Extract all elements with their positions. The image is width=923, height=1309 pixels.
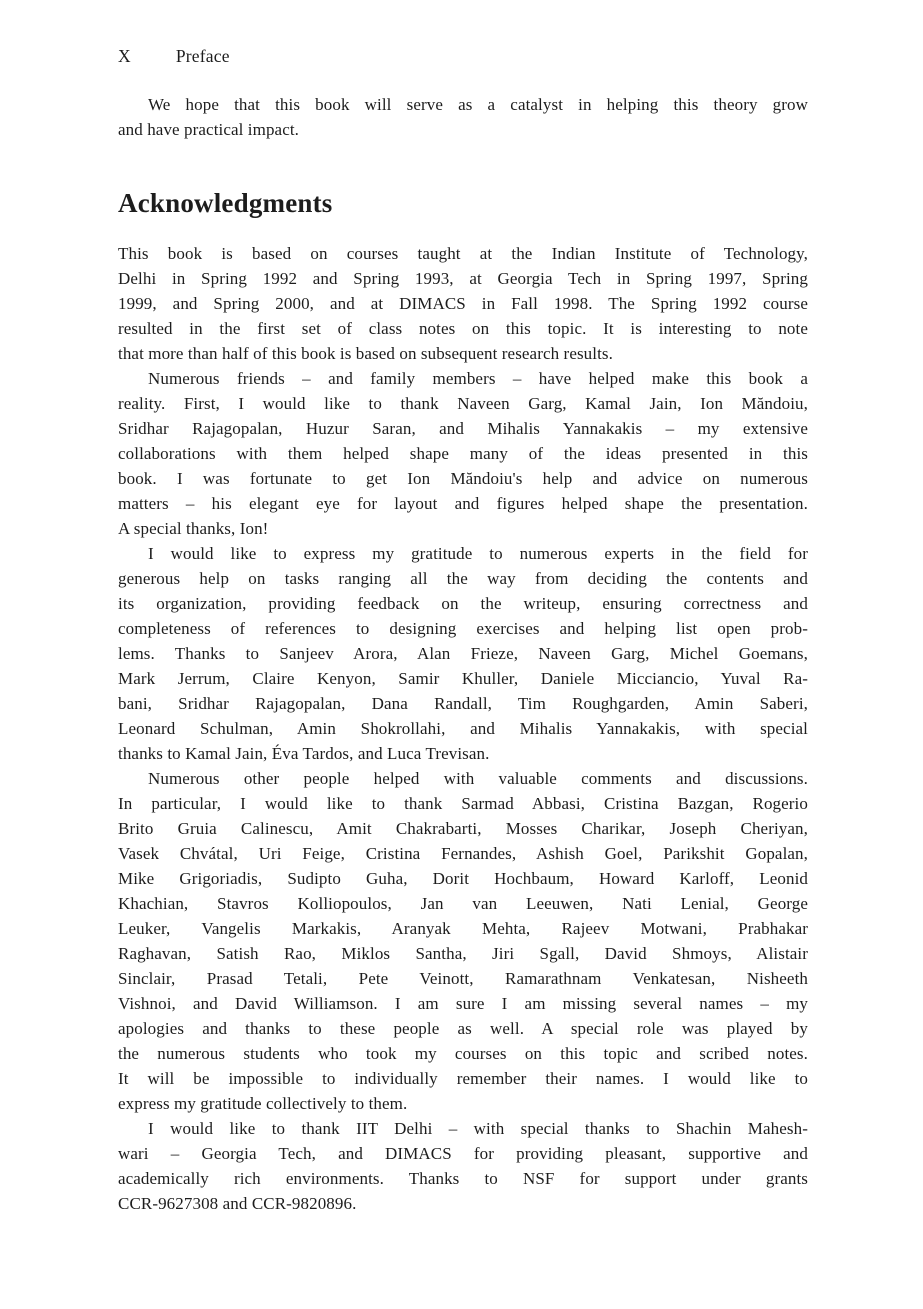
- text-line: Mike Grigoriadis, Sudipto Guha, Dorit Hochbaum, Howard Karloff, Leonid: [118, 869, 808, 888]
- paragraph: [118, 92, 808, 142]
- text-line: lems. Thanks to Sanjeev Arora, Alan Frieze, Naveen Garg, Michel Goemans,: [118, 644, 808, 663]
- text-line: thanks to Kamal Jain, Éva Tardos, and Luca Trevisan.: [118, 744, 490, 763]
- running-header: [118, 46, 808, 67]
- paragraph: [118, 766, 808, 1116]
- text-line: This book is based on courses taught at the Indian Institute of Technology,: [118, 244, 808, 263]
- text-line: Leuker, Vangelis Markakis, Aranyak Mehta, Rajeev Motwani, Prabhakar: [118, 919, 808, 938]
- text-line: Numerous other people helped with valuable comments and discussions.: [148, 769, 808, 788]
- paragraph: [118, 366, 808, 541]
- text-line: Delhi in Spring 1992 and Spring 1993, at Georgia Tech in Spring 1997, Spring: [118, 269, 808, 288]
- section-heading: Acknowledgments: [118, 188, 333, 218]
- text-line: book. I was fortunate to get Ion Măndoiu's help and advice on numerous: [118, 469, 808, 488]
- text-line: 1999, and Spring 2000, and at DIMACS in Fall 1998. The Spring 1992 course: [118, 294, 808, 313]
- page-number: X: [118, 46, 131, 66]
- text-line: its organization, providing feedback on the writeup, ensuring correctness and: [118, 594, 808, 613]
- text-line: Raghavan, Satish Rao, Miklos Santha, Jiri Sgall, David Shmoys, Alistair: [118, 944, 808, 963]
- text-line: apologies and thanks to these people as well. A special role was played by: [118, 1019, 808, 1038]
- text-line: Leonard Schulman, Amin Shokrollahi, and Mihalis Yannakakis, with special: [118, 719, 808, 738]
- text-line: wari – Georgia Tech, and DIMACS for providing pleasant, supportive and: [118, 1144, 808, 1163]
- text-line: CCR-9627308 and CCR-9820896.: [118, 1194, 357, 1213]
- text-line: Vasek Chvátal, Uri Feige, Cristina Fernandes, Ashish Goel, Parikshit Gopalan,: [118, 844, 808, 863]
- text-line: Sridhar Rajagopalan, Huzur Saran, and Mihalis Yannakakis – my extensive: [118, 419, 808, 438]
- acknowledgments-paragraphs: [118, 241, 808, 1216]
- header-section-title: Preface: [175, 46, 230, 66]
- text-line: reality. First, I would like to thank Naveen Garg, Kamal Jain, Ion Măndoiu,: [118, 394, 808, 413]
- text-line: A special thanks, Ion!: [118, 519, 269, 538]
- text-line: Khachian, Stavros Kolliopoulos, Jan van Leeuwen, Nati Lenial, George: [118, 894, 808, 913]
- text-line: completeness of references to designing exercises and helping list open prob-: [118, 619, 808, 638]
- text-line: generous help on tasks ranging all the way from deciding the contents and: [118, 569, 808, 588]
- intro-paragraphs: [118, 92, 808, 142]
- text-line: resulted in the first set of class notes on this topic. It is interesting to note: [118, 319, 808, 338]
- text-line: the numerous students who took my courses on this topic and scribed notes.: [118, 1044, 808, 1063]
- text-line: bani, Sridhar Rajagopalan, Dana Randall, Tim Roughgarden, Amin Saberi,: [118, 694, 808, 713]
- text-line: express my gratitude collectively to them.: [118, 1094, 408, 1113]
- paragraph: [118, 541, 808, 766]
- text-line: academically rich environments. Thanks to NSF for support under grants: [118, 1169, 808, 1188]
- text-line: Numerous friends – and family members – have helped make this book a: [148, 369, 808, 388]
- paragraph: [118, 241, 808, 366]
- text-line: and have practical impact.: [118, 120, 300, 139]
- page-content: [118, 46, 808, 1216]
- text-line: We hope that this book will serve as a catalyst in helping this theory grow: [148, 95, 808, 114]
- text-line: It will be impossible to individually remember their names. I would like to: [118, 1069, 808, 1088]
- text-line: In particular, I would like to thank Sarmad Abbasi, Cristina Bazgan, Rogerio: [118, 794, 808, 813]
- text-line: Vishnoi, and David Williamson. I am sure I am missing several names – my: [118, 994, 808, 1013]
- text-line: Brito Gruia Calinescu, Amit Chakrabarti, Mosses Charikar, Joseph Cheriyan,: [118, 819, 808, 838]
- paragraph: [118, 1116, 808, 1216]
- text-line: matters – his elegant eye for layout and figures helped shape the presentation.: [118, 494, 808, 513]
- text-line: collaborations with them helped shape many of the ideas presented in this: [118, 444, 808, 463]
- text-line: that more than half of this book is based on subsequent research results.: [118, 344, 613, 363]
- text-line: I would like to thank IIT Delhi – with special thanks to Shachin Mahesh-: [148, 1119, 808, 1138]
- text-line: Mark Jerrum, Claire Kenyon, Samir Khuller, Daniele Micciancio, Yuval Ra-: [118, 669, 808, 688]
- text-line: I would like to express my gratitude to numerous experts in the field for: [148, 544, 808, 563]
- text-line: Sinclair, Prasad Tetali, Pete Veinott, Ramarathnam Venkatesan, Nisheeth: [118, 969, 808, 988]
